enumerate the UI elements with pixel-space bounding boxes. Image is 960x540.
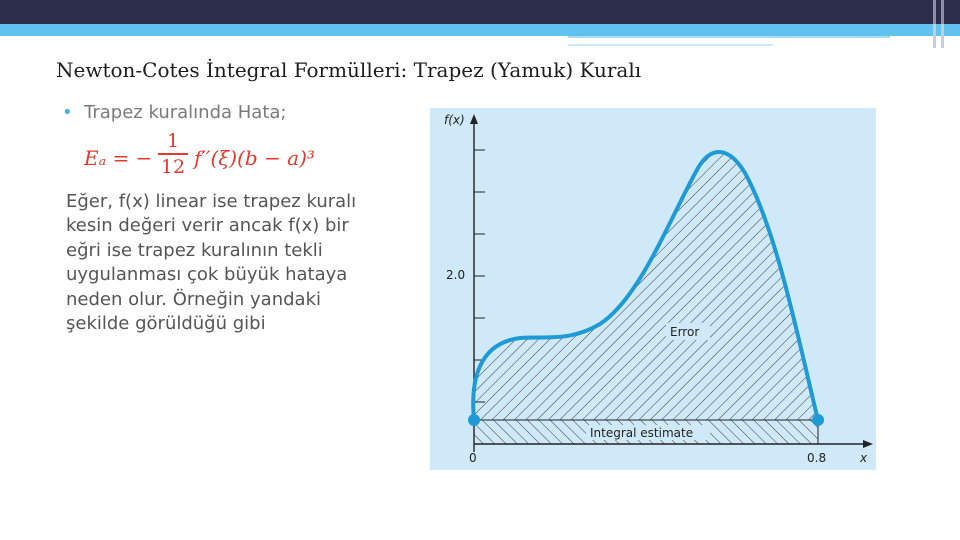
- fraction-bar: [158, 153, 188, 155]
- formula-denominator: 12: [160, 156, 186, 178]
- formula-rhs: f′′(ξ)(b − a)³: [194, 146, 315, 170]
- figure-graphic: [430, 108, 876, 470]
- accent-grip-line: [933, 24, 936, 48]
- formula-numerator: 1: [166, 130, 180, 152]
- bullet-heading: Trapez kuralında Hata;: [84, 102, 287, 123]
- error-region: [473, 152, 818, 420]
- accent-grip-line: [941, 24, 944, 48]
- accent-thin-line: [568, 44, 773, 46]
- header-grip-line: [941, 0, 944, 24]
- bullet-dot-icon: •: [62, 102, 73, 123]
- error-label: Error: [670, 325, 700, 339]
- x-axis-arrow-icon: [863, 440, 873, 448]
- error-formula: [84, 130, 382, 186]
- y-axis-arrow-icon: [470, 114, 478, 124]
- explanation-paragraph: Eğer, f(x) linear ise trapez kuralı kesin değeri verir ancak f(x) bir eğri ise trapez kuralının tekli uygulanması çok büyük hataya neden olur. Örneğin yandaki şekilde görüldüğü gibi: [66, 191, 357, 335]
- right-endpoint-marker: [812, 414, 824, 426]
- x-tick-label-start: 0: [469, 451, 477, 465]
- left-endpoint-marker: [468, 414, 480, 426]
- y-axis-label: f(x): [444, 113, 465, 127]
- slide-accent-band: [0, 24, 960, 36]
- x-tick-label-end: 0.8: [807, 451, 827, 465]
- slide-content: [62, 100, 382, 336]
- formula-fraction: [158, 130, 188, 178]
- slide-header-bar: [0, 0, 960, 24]
- trapezoidal-rule-figure: [430, 108, 876, 470]
- integral-estimate-label: Integral estimate: [590, 426, 694, 440]
- formula-lhs: Eₐ = −: [84, 146, 153, 170]
- accent-thin-line: [568, 36, 890, 38]
- y-tick-label: 2.0: [446, 268, 466, 282]
- slide-title: Newton-Cotes İntegral Formülleri: Trapez (Yamuk) Kuralı: [56, 58, 642, 82]
- bullet-item: [62, 100, 382, 126]
- header-grip-line: [933, 0, 936, 24]
- x-axis-label: x: [860, 451, 868, 465]
